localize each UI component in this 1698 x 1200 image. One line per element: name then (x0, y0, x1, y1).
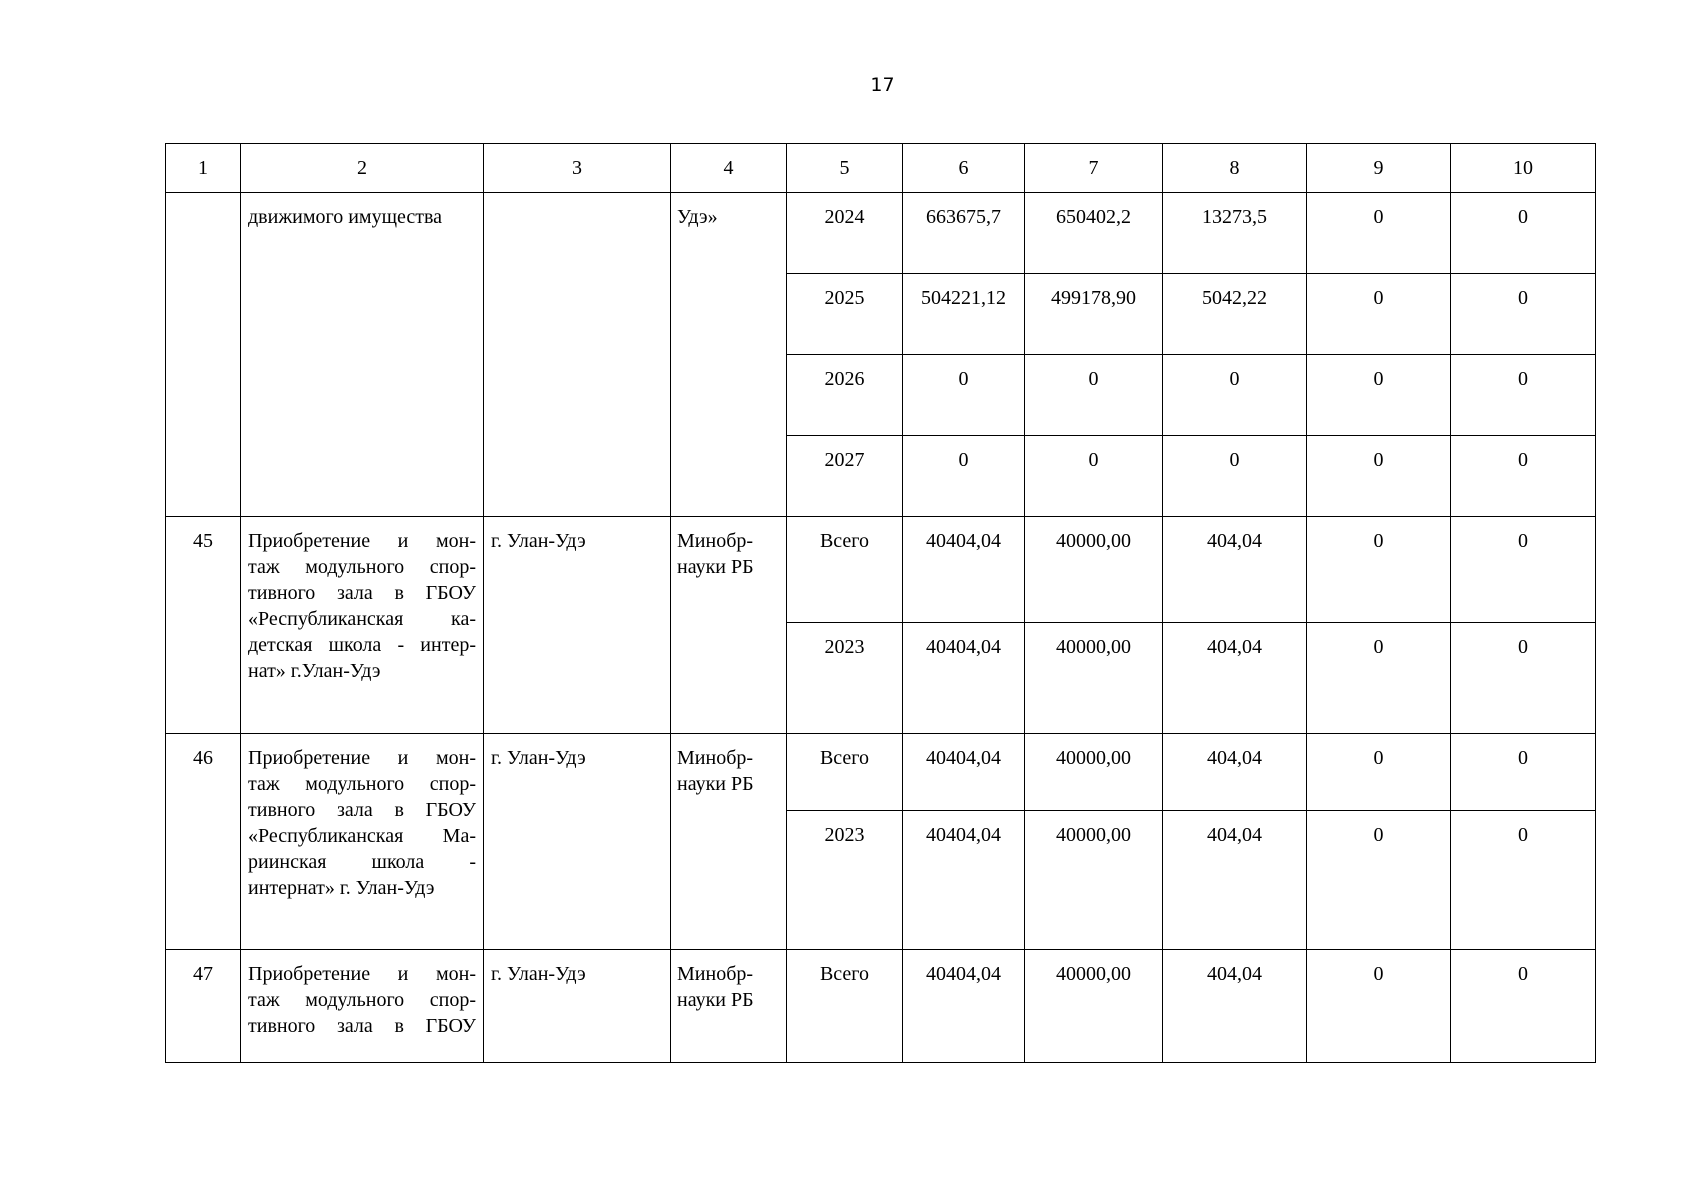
agency-line: науки РБ (677, 556, 754, 578)
value-cell: 40404,04 (903, 623, 1025, 734)
value-cell: 0 (1307, 734, 1451, 811)
year-cell: 2023 (787, 623, 903, 734)
name-line: «Республиканская Ма- (248, 825, 476, 847)
name-line: тивного зала в ГБОУ (248, 582, 476, 604)
value-cell: 0 (1025, 355, 1163, 436)
agency-line: Минобр- (677, 530, 754, 552)
agency-cell: Удэ» (671, 193, 787, 517)
table-row (166, 734, 1596, 811)
value-cell: 404,04 (1163, 811, 1307, 950)
agency-cell (671, 517, 787, 734)
table-row (166, 517, 1596, 623)
value-cell: 5042,22 (1163, 274, 1307, 355)
column-header: 6 (903, 144, 1025, 193)
name-line: таж модульного спор- (248, 989, 476, 1011)
column-header: 9 (1307, 144, 1451, 193)
item-number-cell: 45 (166, 517, 241, 734)
value-cell: 40000,00 (1025, 811, 1163, 950)
value-cell: 40000,00 (1025, 517, 1163, 623)
value-cell: 0 (1307, 355, 1451, 436)
value-cell: 13273,5 (1163, 193, 1307, 274)
year-cell: 2026 (787, 355, 903, 436)
column-header: 7 (1025, 144, 1163, 193)
value-cell: 404,04 (1163, 623, 1307, 734)
agency-cell (671, 950, 787, 1063)
name-line: нат» г.Улан-Удэ (248, 660, 381, 682)
year-cell: 2023 (787, 811, 903, 950)
value-cell: 0 (903, 355, 1025, 436)
value-cell: 663675,7 (903, 193, 1025, 274)
item-name-cell (241, 950, 484, 1063)
year-cell: Всего (787, 734, 903, 811)
agency-line: Минобр- (677, 747, 754, 769)
column-header: 2 (241, 144, 484, 193)
value-cell: 0 (1307, 517, 1451, 623)
item-number-cell: 46 (166, 734, 241, 950)
name-line: таж модульного спор- (248, 773, 476, 795)
name-line: Приобретение и мон- (248, 747, 476, 769)
agency-line: науки РБ (677, 773, 754, 795)
year-cell: 2024 (787, 193, 903, 274)
location-cell (484, 193, 671, 517)
agency-cell (671, 734, 787, 950)
value-cell: 0 (1451, 355, 1596, 436)
value-cell: 40000,00 (1025, 623, 1163, 734)
value-cell: 0 (1451, 274, 1596, 355)
value-cell: 404,04 (1163, 734, 1307, 811)
value-cell: 40404,04 (903, 950, 1025, 1063)
value-cell: 0 (1307, 950, 1451, 1063)
item-name-cell (241, 734, 484, 950)
value-cell: 0 (1307, 623, 1451, 734)
value-cell: 0 (903, 436, 1025, 517)
value-cell: 504221,12 (903, 274, 1025, 355)
location-cell: г. Улан-Удэ (484, 517, 671, 734)
value-cell: 499178,90 (1025, 274, 1163, 355)
table-row (166, 193, 1596, 274)
value-cell: 0 (1163, 355, 1307, 436)
value-cell: 404,04 (1163, 950, 1307, 1063)
value-cell: 0 (1451, 193, 1596, 274)
value-cell: 0 (1451, 517, 1596, 623)
item-name-cell: движимого имущества (241, 193, 484, 517)
item-name-cell (241, 517, 484, 734)
name-line: Приобретение и мон- (248, 530, 476, 552)
column-header: 3 (484, 144, 671, 193)
value-cell: 0 (1307, 193, 1451, 274)
table-header-row (166, 144, 1596, 193)
value-cell: 0 (1307, 436, 1451, 517)
location-cell: г. Улан-Удэ (484, 734, 671, 950)
name-line: Приобретение и мон- (248, 963, 476, 985)
value-cell: 0 (1025, 436, 1163, 517)
year-cell: 2025 (787, 274, 903, 355)
column-header: 10 (1451, 144, 1596, 193)
page-number: 17 (870, 74, 895, 96)
name-line: риинская школа - (248, 851, 476, 873)
value-cell: 40000,00 (1025, 734, 1163, 811)
value-cell: 0 (1451, 734, 1596, 811)
name-line: «Республиканская ка- (248, 608, 476, 630)
item-number-cell: 47 (166, 950, 241, 1063)
value-cell: 40404,04 (903, 811, 1025, 950)
value-cell: 404,04 (1163, 517, 1307, 623)
agency-line: науки РБ (677, 989, 754, 1011)
value-cell: 40404,04 (903, 734, 1025, 811)
name-line: детская школа - интер- (248, 634, 476, 656)
value-cell: 0 (1307, 274, 1451, 355)
name-line: таж модульного спор- (248, 556, 476, 578)
column-header: 8 (1163, 144, 1307, 193)
value-cell: 0 (1163, 436, 1307, 517)
location-cell: г. Улан-Удэ (484, 950, 671, 1063)
value-cell: 40404,04 (903, 517, 1025, 623)
year-cell: 2027 (787, 436, 903, 517)
item-number-cell (166, 193, 241, 517)
funding-table (165, 143, 1596, 1063)
table-row (166, 950, 1596, 1063)
column-header: 5 (787, 144, 903, 193)
value-cell: 0 (1451, 436, 1596, 517)
value-cell: 40000,00 (1025, 950, 1163, 1063)
name-line: тивного зала в ГБОУ (248, 799, 476, 821)
value-cell: 0 (1451, 950, 1596, 1063)
value-cell: 0 (1451, 623, 1596, 734)
column-header: 4 (671, 144, 787, 193)
column-header: 1 (166, 144, 241, 193)
agency-line: Минобр- (677, 963, 754, 985)
name-line: тивного зала в ГБОУ (248, 1015, 476, 1037)
year-cell: Всего (787, 517, 903, 623)
name-line: интернат» г. Улан-Удэ (248, 877, 435, 899)
value-cell: 650402,2 (1025, 193, 1163, 274)
value-cell: 0 (1451, 811, 1596, 950)
value-cell: 0 (1307, 811, 1451, 950)
year-cell: Всего (787, 950, 903, 1063)
